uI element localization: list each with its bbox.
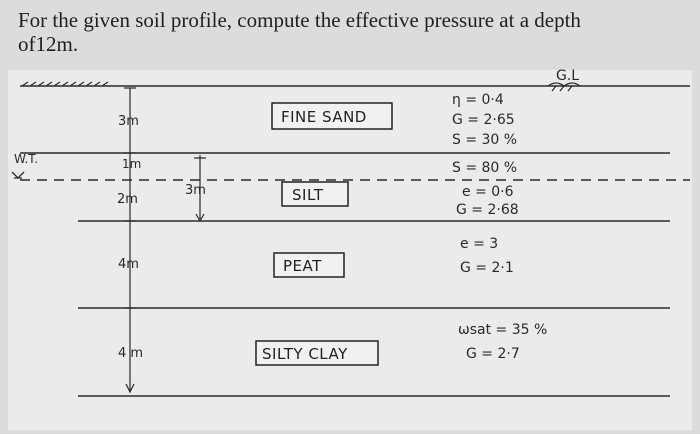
question-line-2: of12m. xyxy=(18,32,79,56)
prop-peat-g: G = 2·1 xyxy=(460,260,514,276)
fine-sand-label: FINE SAND xyxy=(281,108,367,126)
water-table-label: W.T. xyxy=(14,152,39,166)
thickness-silt: 2m xyxy=(117,192,138,207)
prop-fine-sand-s-wet: S = 80 % xyxy=(452,160,518,176)
prop-fine-sand-porosity: η = 0·4 xyxy=(452,92,504,108)
prop-fine-sand-s-dry: S = 30 % xyxy=(452,132,518,148)
prop-peat-e: e = 3 xyxy=(460,236,499,252)
dimension-3m-label: 3m xyxy=(185,183,206,198)
prop-silt-g: G = 2·68 xyxy=(456,202,519,218)
prop-silt-e: e = 0·6 xyxy=(462,184,514,200)
prop-clay-g: G = 2·7 xyxy=(466,346,520,362)
silt-label: SILT xyxy=(292,186,324,204)
thickness-silty-clay: 4 m xyxy=(118,346,144,361)
question-line-1: For the given soil profile, compute the effective pressure at a depth xyxy=(18,8,581,32)
silty-clay-label: SILTY CLAY xyxy=(262,345,348,363)
thickness-peat: 4m xyxy=(118,257,139,272)
ground-level-label: G.L xyxy=(556,68,580,84)
prop-clay-wsat: ωsat = 35 % xyxy=(458,322,548,338)
peat-label: PEAT xyxy=(283,257,322,275)
thickness-1m-label: 1m xyxy=(122,157,142,171)
prop-fine-sand-g: G = 2·65 xyxy=(452,112,515,128)
thickness-fine-sand: 3m xyxy=(118,114,139,129)
